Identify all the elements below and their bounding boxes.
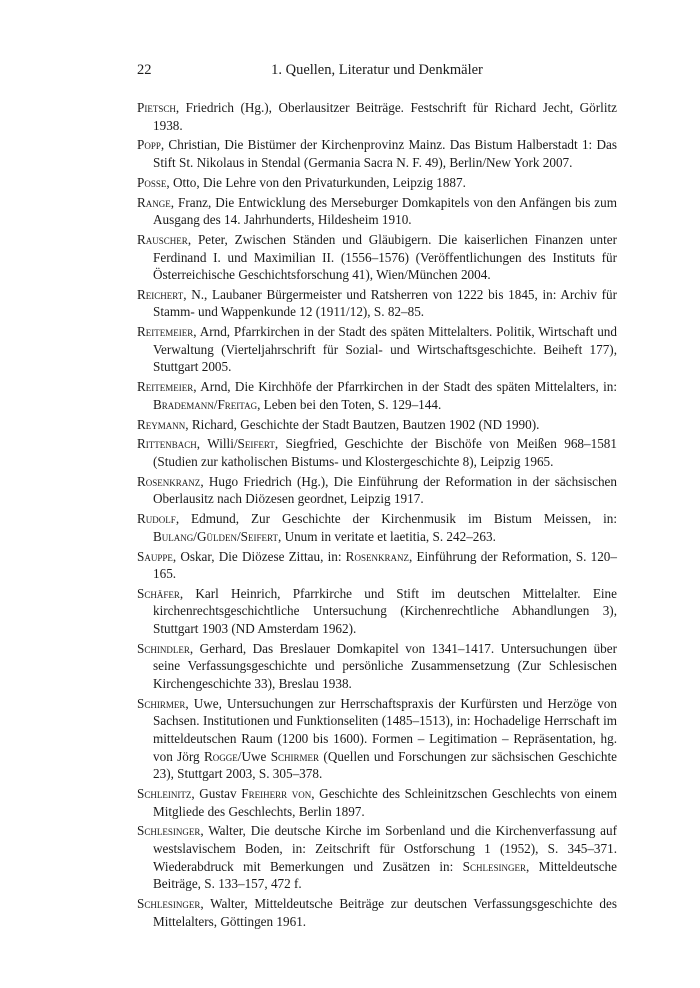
author-name: Posse <box>137 174 167 190</box>
bibliography-entry <box>137 510 617 545</box>
author-name: Schlesinger <box>137 895 201 911</box>
author-name: Gülden <box>196 528 237 544</box>
entry-text: , Arnd, Die Kirchhöfe der Pfarrkirchen in der Stadt des späten Mittelalters, in: <box>193 379 617 395</box>
entry-text: , Christian, Die Bistümer der Kirchenprovinz Mainz. Das Bistum Halberstadt 1: Das Stift St. Nikolaus in Stendal (Germania Sacra N. F. 49), Berlin/New York 2007. <box>153 137 617 170</box>
entry-text: , Arnd, Pfarrkirchen in der Stadt des späten Mittelalters. Politik, Wirtschaft und Verwaltung (Vierteljahrschrift für Sozial- und Wirtschaftsgeschichte. Beiheft 177), Stuttgart 2005. <box>153 324 617 375</box>
author-name: Rittenbach <box>137 436 197 452</box>
entry-text: (Quellen und Forschungen zur sächsischen Geschichte 23), Stuttgart 2003, S. 305–378. <box>153 748 617 782</box>
bibliography-entry <box>137 695 617 783</box>
bibliography-entry <box>137 323 617 376</box>
bibliography-entry <box>137 548 617 583</box>
entry-text: , Friedrich (Hg.), Oberlausitzer Beiträge. Festschrift für Richard Jecht, Görlitz 1938. <box>153 100 617 133</box>
entry-text: , Gustav <box>191 785 242 801</box>
bibliography-entry <box>137 286 617 321</box>
author-name: Rauscher <box>137 231 188 247</box>
entry-text: , Hugo Friedrich (Hg.), Die Einführung der Reformation in der sächsischen Oberlausitz nach Diözesen geordnet, Leipzig 1917. <box>153 473 617 507</box>
author-name: Rogge <box>203 748 238 764</box>
entry-text: , Willi/ <box>196 436 238 452</box>
entry-text: , Uwe, Untersuchungen zur Herrschaftspraxis der Kurfürsten und Herzöge von Sachsen. Institutionen und Funktionseliten (1485–1513), in: Hochadelige Herrschaft im mitteldeutschen Raum (1200 bis 1600). Formen – Legitimation – Repräsentation, hg. von Jörg <box>153 695 617 764</box>
author-name: Reichert <box>137 286 184 302</box>
bibliography-entry <box>137 585 617 638</box>
entry-text: , Richard, Geschichte der Stadt Bautzen, Bautzen 1902 (ND 1990). <box>185 416 540 432</box>
bibliography-entry <box>137 136 617 171</box>
bibliography-entry <box>137 231 617 284</box>
author-name: Schlesinger <box>137 823 201 839</box>
entry-text: , Mitteldeutsche Beiträge, S. 133–157, 472 f. <box>153 858 618 892</box>
entry-text: , Gerhard, Das Breslauer Domkapitel von 1341–1417. Untersuchungen über seine Verfassungsgeschichte und persönliche Zusammensetzung (Zur Schlesischen Kirchengeschichte 33), Breslau 1938. <box>153 640 617 692</box>
author-name: Schleinitz <box>137 785 192 801</box>
entry-text: , Unum in veritate et laetitia, S. 242–263. <box>277 528 496 544</box>
bibliography-entry <box>137 640 617 693</box>
author-name: Bulang <box>153 528 194 544</box>
author-name: Reitemeier <box>137 379 194 395</box>
entry-text: /Uwe <box>237 748 271 764</box>
author-name: Pietsch <box>137 100 176 115</box>
entry-text: , Walter, Mitteldeutsche Beiträge zur deutschen Verfassungsgeschichte des Mittelalters, Göttingen 1961. <box>153 895 617 929</box>
bibliography-entry <box>137 99 617 134</box>
bibliography-entry <box>137 895 617 930</box>
bibliography-entry <box>137 435 617 470</box>
bibliography-entry <box>137 416 617 434</box>
entry-text: , Siegfried, Geschichte der Bischöfe von Meißen 968–1581 (Studien zur katholischen Bistums- und Klostergeschichte 8), Leipzig 1965. <box>153 436 617 469</box>
bibliography-entry <box>137 194 617 229</box>
author-name: Rosenkranz <box>137 473 201 489</box>
entry-text: , Einführung der Reformation, S. 120–165. <box>153 548 617 582</box>
author-name: Schäfer <box>137 585 180 601</box>
entry-text: , Leben bei den Toten, S. 129–144. <box>257 396 442 412</box>
bibliography-entry <box>137 785 617 820</box>
entry-text: , Franz, Die Entwicklung des Merseburger Domkapitels von den Anfängen bis zum Ausgang des 14. Jahrhunderts, Hildesheim 1910. <box>153 194 617 228</box>
author-name: Freitag <box>217 396 258 412</box>
entry-text: / <box>237 528 241 544</box>
author-name: Rosenkranz <box>345 548 409 564</box>
entry-text: , Peter, Zwischen Ständen und Gläubigern. Die kaiserlichen Finanzen unter Ferdinand I. und Maximilian II. (1556–1576) (Veröffentlichungen des Instituts für Österreichische Geschichtsforschung 41), Wien/München 2004. <box>153 231 617 283</box>
bibliography-entry <box>137 822 617 892</box>
author-name: Reymann <box>137 416 186 432</box>
bibliography-entry <box>137 378 617 413</box>
entry-text: , Karl Heinrich, Pfarrkirche und Stift im deutschen Mittelalter. Eine kirchenrechtsgeschichtliche Untersuchung (Kirchenrechtliche Abhandlungen 3), Stuttgart 1903 (ND Amsterdam 1962). <box>153 585 617 637</box>
author-name: Sauppe <box>137 548 173 564</box>
author-name: Brademann <box>153 396 214 412</box>
entry-text: , Geschichte des Schleinitzschen Geschlechts von einem Mitgliede des Geschlechts, Berlin 1897. <box>153 785 617 819</box>
author-name: Schirmer <box>137 695 186 711</box>
page-header <box>137 60 617 80</box>
author-name: Schirmer <box>270 748 320 764</box>
entry-text: , Otto, Die Lehre von den Privaturkunden, Leipzig 1887. <box>166 174 466 190</box>
entry-text: , Walter, Die deutsche Kirche im Sorbenland und die Kirchenverfassung auf westslavischem Boden, in: Zeitschrift für Ostforschung 1 (1952), S. 345–371. Wiederabdruck mit Bemerkungen und Zusätzen in: <box>153 823 617 874</box>
bibliography-entry <box>137 473 617 508</box>
entry-text: , Edmund, Zur Geschichte der Kirchenmusik im Bistum Meissen, in: <box>175 511 617 527</box>
entry-text: / <box>213 396 218 412</box>
bibliography-entry <box>137 174 617 192</box>
author-name: Seifert <box>240 528 278 544</box>
entry-text: , N., Laubaner Bürgermeister und Ratsherren von 1222 bis 1845, in: Archiv für Stamm- und Wappenkunde 12 (1911/12), S. 82–85. <box>153 286 617 320</box>
entry-text: / <box>193 528 197 544</box>
author-name: Schlesinger <box>462 858 526 874</box>
author-name: Seifert <box>237 436 275 452</box>
bibliography-list <box>137 99 617 932</box>
page-number: 22 <box>137 62 152 78</box>
author-name: Popp <box>137 137 161 153</box>
entry-text: , Oskar, Die Diözese Zittau, in: <box>172 548 346 564</box>
author-name: Reitemeier <box>137 324 194 340</box>
running-title: 1. Quellen, Literatur und Denkmäler <box>271 62 483 78</box>
author-name: Schindler <box>137 640 190 656</box>
author-name: Freiherr von <box>241 785 312 801</box>
author-name: Range <box>137 194 171 210</box>
author-name: Rudolf <box>137 511 176 527</box>
